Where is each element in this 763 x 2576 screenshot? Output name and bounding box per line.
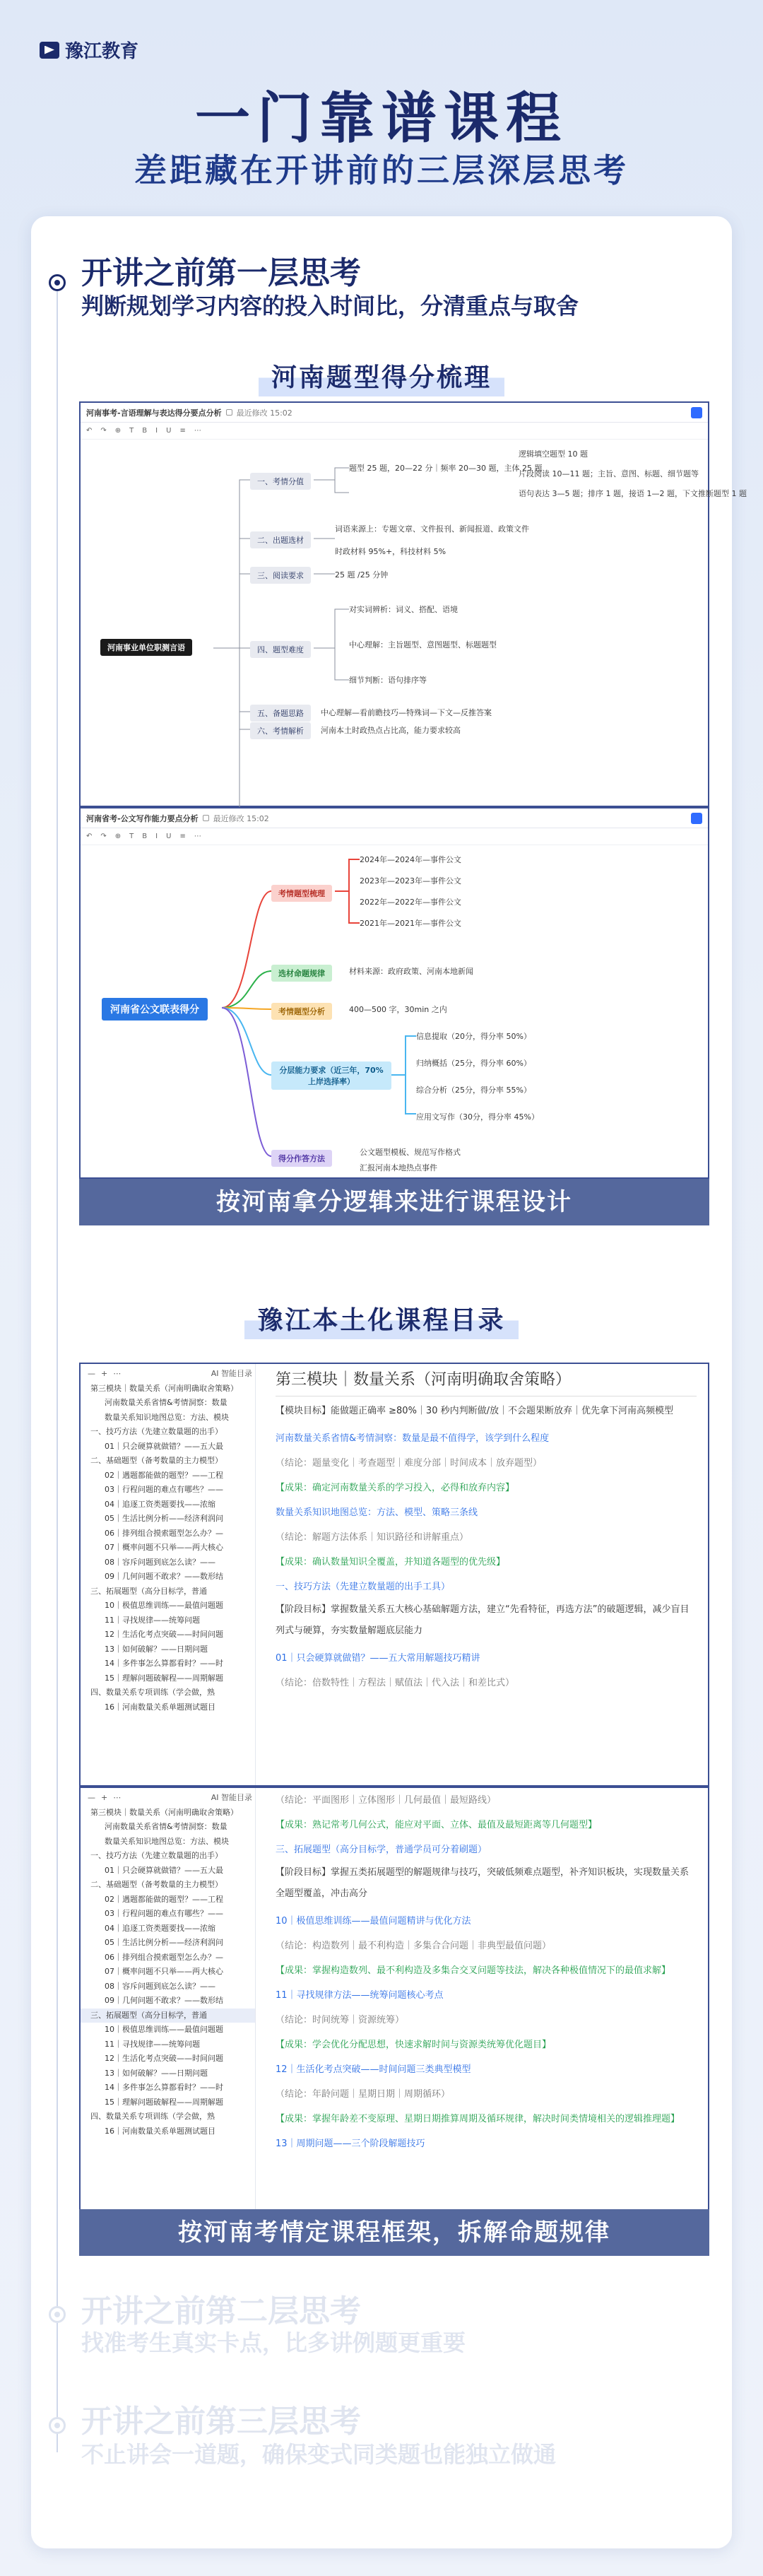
outline-item[interactable]: 16｜河南数量关系单题测试题目	[105, 1702, 215, 1712]
doc-line: （结论：构造数列｜最不利构造｜多集合合问题｜非典型最值问题）	[276, 1941, 552, 1951]
caption-2: 按河南考情定课程框架，拆解命题规律	[79, 2209, 709, 2256]
leaf: 信息提取（20分，得分率 50%）	[416, 1032, 531, 1041]
outline-item[interactable]: 04｜追逐工资类题要找——浓缩	[105, 1499, 215, 1509]
star-icon[interactable]	[203, 815, 209, 821]
outline-item[interactable]: 13｜如何破解？——日期问题	[105, 1644, 208, 1654]
toolbar	[81, 808, 708, 828]
outline-item[interactable]: 第三模块｜数量关系（河南明确取舍策略）	[90, 1383, 238, 1393]
doc-line: 三、拓展题型（高分目标学，普通学员可分着刷题）	[276, 1845, 487, 1855]
doc-line: 【模块目标】能做题正确率 ≥80%｜30 秒内判断做/放｜不会题果断放弃｜优先拿下河南高频模型	[276, 1406, 673, 1416]
outline-item[interactable]: 07｜概率问题不只举——两大核心	[105, 1967, 223, 1976]
leaf: 应用文写作（30分，得分率 45%）	[416, 1112, 539, 1122]
outline-sidebar	[81, 1364, 256, 1785]
share-icon[interactable]	[691, 407, 702, 418]
mindmap-screenshot-2	[79, 807, 709, 1179]
leaf: 河南本土时政热点占比高，能力要求较高	[321, 726, 461, 735]
leaf: 2023年—2023年—事件公文	[360, 876, 461, 886]
outline-item[interactable]: 15｜理解问题破解程——周期解题	[105, 1673, 223, 1683]
outline-item[interactable]: 12｜生活化考点突破——时间问题	[105, 1630, 223, 1639]
outline-item[interactable]: 数量关系知识地图总览：方法、模块	[105, 1412, 229, 1422]
outline-item[interactable]: 13｜如何破解？——日期问题	[105, 2068, 208, 2078]
branch-1: 考情题型梳理	[271, 885, 332, 902]
doc-line: 01｜只会硬算就做错？——五大常用解题技巧精讲	[276, 1653, 480, 1664]
band-heading-1: 河南题型得分梳理	[0, 355, 763, 396]
doc-body	[264, 1364, 708, 1785]
doc-line: 河南数量关系省情&考情洞察：数量是最不值得学，该学到什么程度	[276, 1433, 550, 1444]
outline-item[interactable]: 09｜几何问题不敢求？——数形结	[105, 1996, 223, 2005]
outline-item[interactable]: 11｜寻找规律——统筹问题	[105, 2039, 200, 2049]
doc-line: 【成果：熟记常考几何公式，能应对平面、立体、最值及最短距离等几何题型】	[276, 1820, 598, 1830]
plus-icon[interactable]: +	[101, 1369, 108, 1378]
leaf: 对实词辨析：词义、搭配、语境	[349, 605, 458, 614]
outline-item[interactable]: 01｜只会硬算就做错？——五大最	[105, 1865, 223, 1875]
outline-item[interactable]: 14｜多件事怎么算都看时？——时	[105, 1659, 223, 1668]
leaf: 中心理解—看前瞻技巧—特殊词—下文—反推答案	[321, 708, 492, 717]
branch-5: 五、备题思路	[250, 705, 311, 722]
leaf: 语句表达 3—5 题；排序 1 题，接语 1—2 题，下文推断题型 1 题	[519, 489, 747, 498]
leaf: 综合分析（25分，得分率 55%）	[416, 1086, 531, 1095]
doc-line: 【成果：确认数量知识全覆盖，并知道各题型的优先级】	[276, 1557, 506, 1568]
branch-6: 六、考情解析	[250, 722, 311, 739]
brand-mark-icon	[40, 42, 59, 59]
doc-title: 河南省考-公文写作能力要点分析	[86, 813, 199, 823]
leaf: 公文题型模板、规范写作格式	[360, 1148, 461, 1157]
doc-line: 12｜生活化考点突破——时间问题三类典型模型	[276, 2064, 471, 2075]
brand-logo	[40, 37, 138, 63]
brand-name: 豫江教育	[65, 41, 139, 62]
doc-line: （结论：平面图形｜立体图形｜几何最值｜最短路线）	[276, 1795, 497, 1806]
leaf: 中心理解：主旨题型、意图题型、标题题型	[349, 640, 497, 649]
leaf: 细节判断：语句排序等	[349, 676, 427, 685]
leaf: 词语来源上：专题文章、文件报刊、新闻报道、政策文件	[335, 524, 529, 534]
ai-outline-button[interactable]: AI 智能目录	[211, 1793, 252, 1802]
branch-2: 二、出题选材	[250, 531, 311, 548]
format-toolbar: ↶ ↷ ⊕ T B I U ≡ ⋯	[81, 828, 708, 845]
leaf: 材料来源：政府政策、河南本地新闻	[349, 967, 473, 976]
share-icon[interactable]	[691, 813, 702, 824]
outline-item[interactable]: 二、基础题型（备考数量的主力模型）	[90, 1456, 223, 1465]
outline-item[interactable]: 10｜极值思维训练——最值问题题	[105, 1601, 223, 1610]
outline-item[interactable]: 02｜遇题都能做的题型？——工程	[105, 1470, 223, 1480]
band-heading-2: 豫江本土化课程目录	[0, 1298, 763, 1339]
minus-icon[interactable]: —	[88, 1793, 95, 1802]
doc-line: （结论：解题方法体系｜知识路径和讲解重点）	[276, 1532, 469, 1543]
caption-1: 按河南拿分逻辑来进行课程设计	[79, 1179, 709, 1225]
outline-item[interactable]: 14｜多件事怎么算都看时？——时	[105, 2083, 223, 2092]
ai-outline-button[interactable]: AI 智能目录	[211, 1369, 252, 1378]
section2-subtitle: 找准考生真实卡点，比多讲例题更重要	[81, 2329, 466, 2356]
outline-item[interactable]: 07｜概率问题不只举——两大核心	[105, 1543, 223, 1552]
doc-line: （结论：题量变化｜考查题型｜难度分部｜时间成本｜放弃题型）	[276, 1458, 543, 1469]
outline-sidebar	[81, 1788, 256, 2252]
outline-item[interactable]: 10｜极值思维训练——最值问题题	[105, 2025, 223, 2034]
outline-item[interactable]: 15｜理解问题破解程——周期解题	[105, 2097, 223, 2107]
hero-subtitle: 差距藏在开讲前的三层深层思考	[134, 151, 629, 189]
outline-item[interactable]: 数量关系知识地图总览：方法、模块	[105, 1836, 229, 1846]
outline-item[interactable]: 06｜排列组合摸索题型怎么办？—	[105, 1528, 223, 1538]
doc-line: 10｜极值思维训练——最值问题精讲与优化方法	[276, 1916, 471, 1927]
toolbar	[81, 403, 708, 423]
timeline-dot-1-icon	[49, 274, 66, 291]
outline-item[interactable]: 02｜遇题都能做的题型？——工程	[105, 1894, 223, 1904]
branch-4: 分层能力要求（近三年，70%上岸选择率）	[271, 1061, 391, 1090]
doc-line: （结论：倍数特性｜方程法｜赋值法｜代入法｜和差比式）	[276, 1678, 515, 1688]
leaf: 汇报河南本地热点事件	[360, 1163, 437, 1172]
outline-item[interactable]: 06｜排列组合摸索题型怎么办？—	[105, 1952, 223, 1962]
section1-subtitle: 判断规划学习内容的投入时间比，分清重点与取舍	[81, 293, 579, 319]
outline-item[interactable]: 12｜生活化考点突破——时间问题	[105, 2054, 223, 2063]
doc-line: （结论：时间统筹｜资源统筹）	[276, 2015, 405, 2025]
doc-line: 数量关系知识地图总览：方法、模型、策略三条线	[276, 1507, 478, 1518]
outline-item[interactable]: 03｜行程问题的难点有哪些？——	[105, 1485, 223, 1494]
star-icon[interactable]	[226, 409, 232, 416]
outline-item[interactable]: 08｜容斥问题到底怎么读？——	[105, 1557, 215, 1567]
doc-line: 【阶段目标】掌握数量关系五大核心基础解题方法，建立“先看特征，再选方法”的破题逻辑，减少盲目列式与硬算，夯实数量解题底层能力	[276, 1604, 690, 1636]
mindmap-screenshot-1	[79, 401, 747, 807]
outline-item[interactable]: 08｜容斥问题到底怎么读？——	[105, 1981, 215, 1991]
outline-item[interactable]: 四、数量关系专项训练（学会做，熟	[90, 2112, 215, 2121]
outline-item[interactable]: 16｜河南数量关系单题测试题目	[105, 2126, 215, 2136]
doc-line: （结论：年龄问题｜星期日期｜周期循环）	[276, 2089, 451, 2100]
doc-line: 【成果：掌握构造数列、最不利构造及多集合交叉问题等技法，解决各种极值情况下的最值求解】	[276, 1965, 671, 1976]
outline-item[interactable]: 05｜生活比例分析——经济利润问	[105, 1938, 223, 1947]
doc-line: 11｜寻找规律方法——统筹问题核心考点	[276, 1990, 444, 2001]
doc-status: 最近修改 15:02	[236, 408, 292, 418]
plus-icon[interactable]: +	[101, 1793, 108, 1802]
doc-body	[264, 1788, 708, 2252]
branch-5: 得分作答方法	[271, 1150, 332, 1167]
doc-line: 13｜周期问题——三个阶段解题技巧	[276, 2139, 425, 2149]
outline-item[interactable]: 01｜只会硬算就做错？——五大最	[105, 1441, 223, 1451]
hero-title: 一门靠谱课程	[194, 87, 568, 151]
doc-screenshot-1	[79, 1363, 709, 1787]
doc-line: 第三模块｜数量关系（河南明确取舍策略）	[276, 1364, 697, 1396]
doc-title: 河南事考-言语理解与表达得分要点分析	[86, 408, 222, 418]
branch-3: 三、阅读要求	[250, 567, 311, 584]
leaf: 时政材料 95%+，科技材料 5%	[335, 547, 446, 556]
timeline-dot-2-icon	[49, 2306, 66, 2323]
section3-subtitle: 不止讲会一道题，确保变式同类题也能独立做通	[81, 2441, 557, 2468]
leaf: 2021年—2021年—事件公文	[360, 919, 461, 928]
branch-4: 四、题型难度	[250, 641, 311, 658]
outline-item[interactable]: 05｜生活比例分析——经济利润问	[105, 1514, 223, 1523]
section1-title: 开讲之前第一层思考	[81, 255, 361, 291]
doc-screenshot-2	[79, 1787, 709, 2253]
outline-item[interactable]: 河南数量关系省情&考情洞察：数量	[105, 1398, 227, 1407]
outline-item[interactable]: 04｜追逐工资类题要找——浓缩	[105, 1923, 215, 1933]
outline-item[interactable]: 三、拓展题型（高分目标学，普通	[90, 1586, 207, 1596]
doc-line: 【成果：掌握年龄差不变原理、星期日期推算周期及循环规律，解决时间类情境相关的逻辑推理题】	[276, 2114, 680, 2124]
mindmap-root: 河南事业单位职测言语	[100, 639, 192, 656]
doc-status: 最近修改 15:02	[213, 813, 269, 823]
outline-item[interactable]: 河南数量关系省情&考情洞察：数量	[105, 1822, 227, 1831]
leaf: 片段阅读 10—11 题；主旨、意图、标题、细节题等	[519, 469, 699, 478]
timeline-line	[57, 290, 58, 2452]
leaf: 逻辑填空题型 10 题	[519, 449, 588, 459]
mindmap-root: 河南省公文联表得分	[102, 998, 208, 1021]
outline-item[interactable]: 03｜行程问题的难点有哪些？——	[105, 1909, 223, 1918]
more-icon[interactable]: ⋯	[113, 1369, 122, 1378]
outline-item[interactable]: 09｜几何问题不敢求？——数形结	[105, 1572, 223, 1581]
branch-1: 一、考情分值	[250, 473, 311, 490]
branch-3: 考情题型分析	[271, 1003, 332, 1020]
timeline-dot-3-icon	[49, 2417, 66, 2434]
mindmap-2	[81, 845, 708, 1177]
outline-item[interactable]: 三、拓展题型（高分目标学，普通	[81, 2009, 255, 2023]
outline-item[interactable]: 一、技巧方法（先建立数量题的出手）	[90, 1427, 223, 1436]
outline-item[interactable]: 一、技巧方法（先建立数量题的出手）	[90, 1851, 223, 1860]
outline-item[interactable]: 四、数量关系专项训练（学会做，熟	[90, 1688, 215, 1697]
leaf: 2024年—2024年—事件公文	[360, 855, 461, 864]
outline-item[interactable]: 二、基础题型（备考数量的主力模型）	[90, 1880, 223, 1889]
doc-line: 【阶段目标】掌握五类拓展题型的解题规律与技巧，突破低频难点题型，补齐知识板块，实现数量关系全题型覆盖，冲击高分	[276, 1867, 690, 1899]
section2-title: 开讲之前第二层思考	[81, 2293, 361, 2329]
leaf: 题型 25 题，20—22 分｜频率 20—30 题，主体 25 题	[349, 464, 543, 473]
section3-title: 开讲之前第三层思考	[81, 2404, 361, 2440]
minus-icon[interactable]: —	[88, 1369, 95, 1378]
doc-line: 一、技巧方法（先建立数量题的出手工具）	[276, 1582, 451, 1592]
outline-item[interactable]: 11｜寻找规律——统筹问题	[105, 1615, 200, 1625]
format-toolbar: ↶ ↷ ⊕ T B I U ≡ ⋯	[81, 423, 708, 440]
branch-2: 选材命题规律	[271, 965, 332, 982]
doc-line: 【成果：学会优化分配思想，快速求解时间与资源类统筹优化题目】	[276, 2040, 552, 2050]
mindmap-1	[81, 440, 747, 807]
leaf: 2022年—2022年—事件公文	[360, 898, 461, 907]
leaf: 归纳概括（25分，得分率 60%）	[416, 1059, 531, 1068]
leaf: 25 题 /25 分钟	[335, 570, 389, 580]
leaf: 400—500 字，30min 之内	[349, 1005, 447, 1014]
more-icon[interactable]: ⋯	[113, 1793, 122, 1802]
outline-item[interactable]: 第三模块｜数量关系（河南明确取舍策略）	[90, 1807, 238, 1817]
doc-line: 【成果：确定河南数量关系的学习投入，必得和放弃内容】	[276, 1483, 515, 1493]
